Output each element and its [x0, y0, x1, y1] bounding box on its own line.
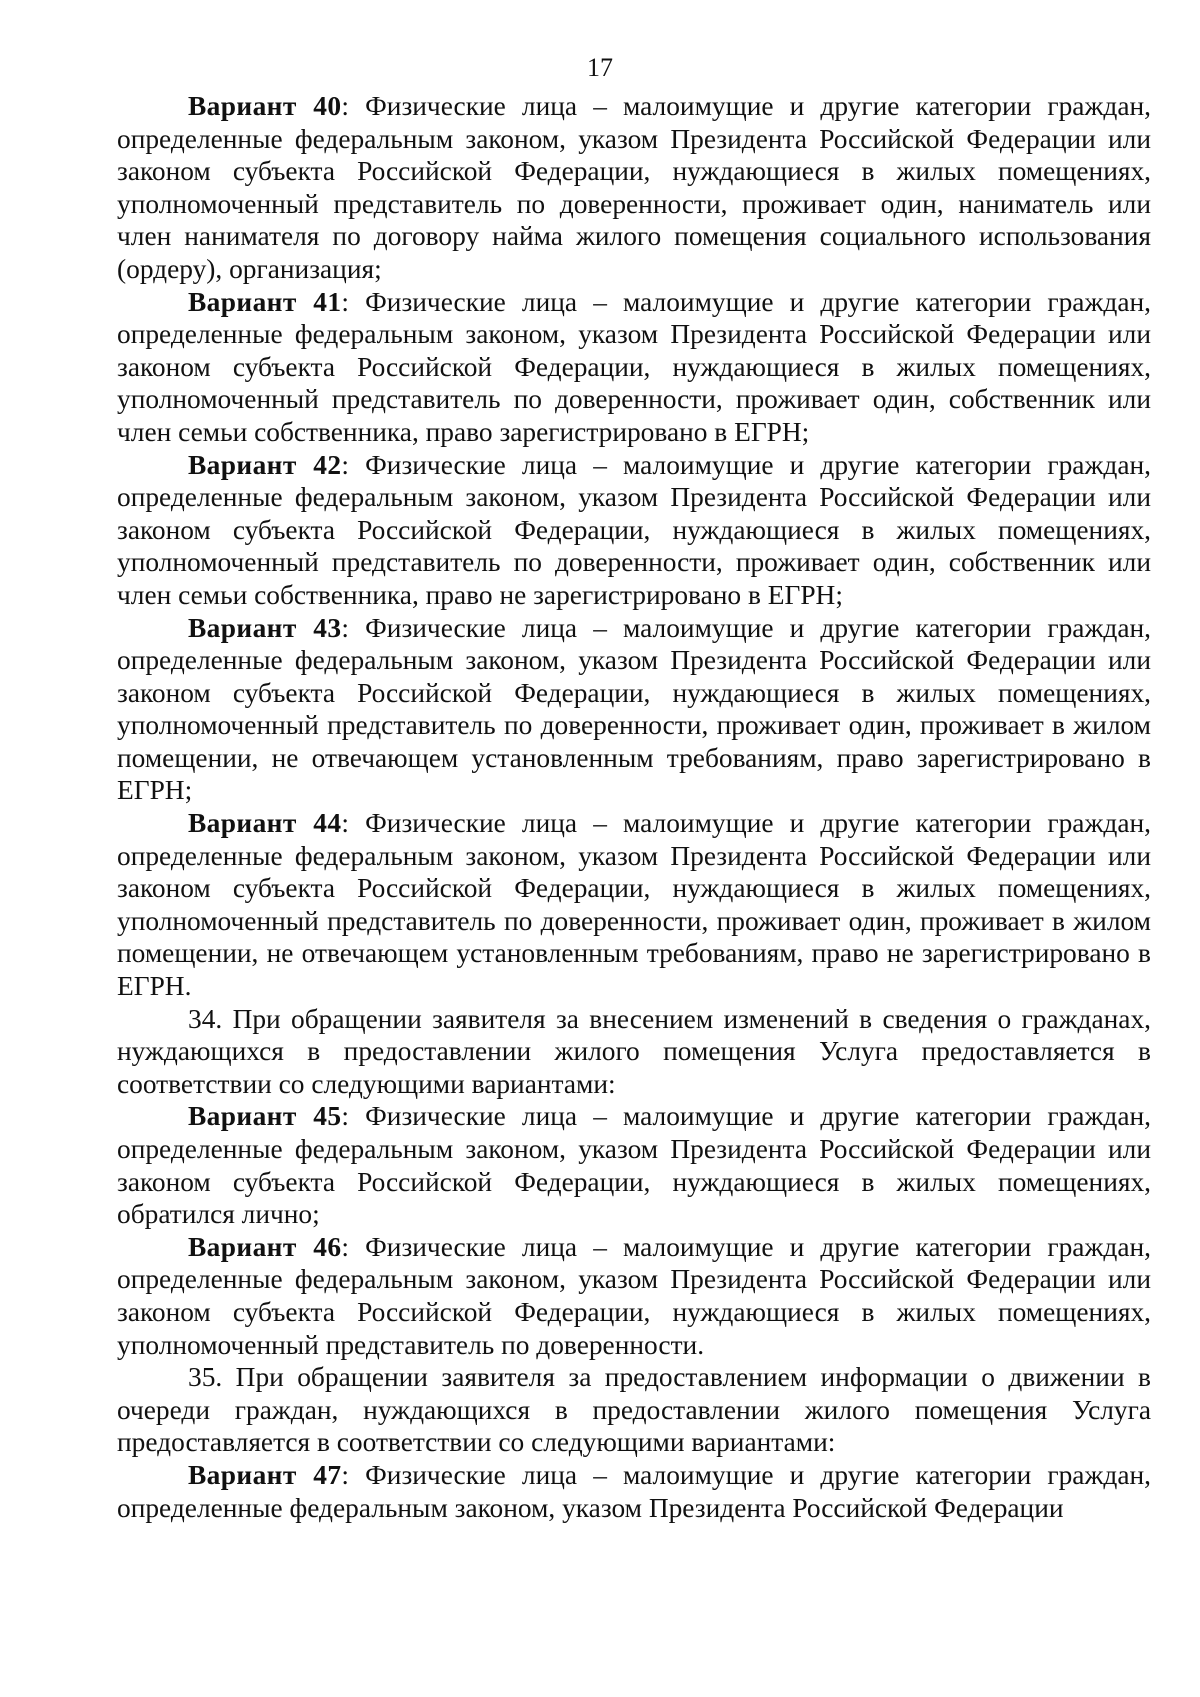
variant-paragraph	[117, 807, 1151, 1003]
variant-text: : Физические лица – малоимущие и другие категории граждан, определенные федеральным законом, указом Президента Российской Федерации или законом субъекта Российской Федерации, нуждающиеся в жилых помещениях, уполномоченный представитель по доверенности.	[117, 1231, 1151, 1360]
variant-label: Вариант 41	[188, 286, 342, 317]
variant-paragraph	[117, 286, 1151, 449]
variant-label: Вариант 45	[188, 1101, 342, 1132]
page-number: 17	[587, 53, 613, 82]
variant-label: Вариант 46	[188, 1231, 342, 1262]
variant-text: : Физические лица – малоимущие и другие категории граждан, определенные федеральным законом, указом Президента Российской Федерации или законом субъекта Российской Федерации, нуждающиеся в жилых помещениях, обратился лично;	[117, 1101, 1151, 1230]
variant-paragraph	[117, 90, 1151, 286]
variant-text: : Физические лица – малоимущие и другие категории граждан, определенные федеральным законом, указом Президента Российской Федерации или законом субъекта Российской Федерации, нуждающиеся в жилых помещениях, уполномоченный представитель по доверенности, проживает один, проживает в жилом помещении, не отвечающем установленным требованиям, право не зарегистрировано в ЕГРН.	[117, 808, 1151, 1002]
variant-text: : Физические лица – малоимущие и другие категории граждан, определенные федеральным законом, указом Президента Российской Федерации или законом субъекта Российской Федерации, нуждающиеся в жилых помещениях, уполномоченный представитель по доверенности, проживает один, проживает в жилом помещении, не отвечающем установленным требованиям, право зарегистрировано в ЕГРН;	[117, 612, 1151, 806]
page-body	[117, 90, 1151, 1524]
variant-label: Вариант 43	[188, 612, 342, 643]
variant-paragraph	[117, 1100, 1151, 1230]
variant-text: : Физические лица – малоимущие и другие категории граждан, определенные федеральным законом, указом Президента Российской Федерации или законом субъекта Российской Федерации, нуждающиеся в жилых помещениях, уполномоченный представитель по доверенности, проживает один, наниматель или член нанимателя по договору найма жилого помещения социального использования (ордеру), организация;	[117, 91, 1151, 284]
variant-paragraph	[117, 1459, 1151, 1524]
clause-paragraph: 34. При обращении заявителя за внесением изменений в сведения о гражданах, нуждающихся в предоставлении жилого помещения Услуга предоставляется в соответствии со следующими вариантами:	[117, 1003, 1151, 1099]
variant-paragraph	[117, 1231, 1151, 1361]
variant-label: Вариант 44	[188, 808, 342, 839]
variant-text: : Физические лица – малоимущие и другие категории граждан, определенные федеральным законом, указом Президента Российской Федерации или законом субъекта Российской Федерации, нуждающиеся в жилых помещениях, уполномоченный представитель по доверенности, проживает один, собственник или член семьи собственника, право не зарегистрировано в ЕГРН;	[117, 449, 1151, 610]
variant-paragraph	[117, 449, 1151, 612]
variant-label: Вариант 42	[188, 449, 342, 480]
clause-paragraph: 35. При обращении заявителя за предоставлением информации о движении в очереди граждан, нуждающихся в предоставлении жилого помещения Услуга предоставляется в соответствии со следующими вариантами:	[117, 1362, 1151, 1458]
variant-text: : Физические лица – малоимущие и другие категории граждан, определенные федеральным законом, указом Президента Российской Федерации или законом субъекта Российской Федерации, нуждающиеся в жилых помещениях, уполномоченный представитель по доверенности, проживает один, собственник или член семьи собственника, право зарегистрировано в ЕГРН;	[117, 286, 1151, 447]
variant-text: : Физические лица – малоимущие и другие категории граждан, определенные федеральным законом, указом Президента Российской Федерации	[117, 1459, 1151, 1523]
variant-paragraph	[117, 612, 1151, 808]
variant-label: Вариант 47	[188, 1459, 342, 1490]
variant-label: Вариант 40	[188, 91, 342, 121]
